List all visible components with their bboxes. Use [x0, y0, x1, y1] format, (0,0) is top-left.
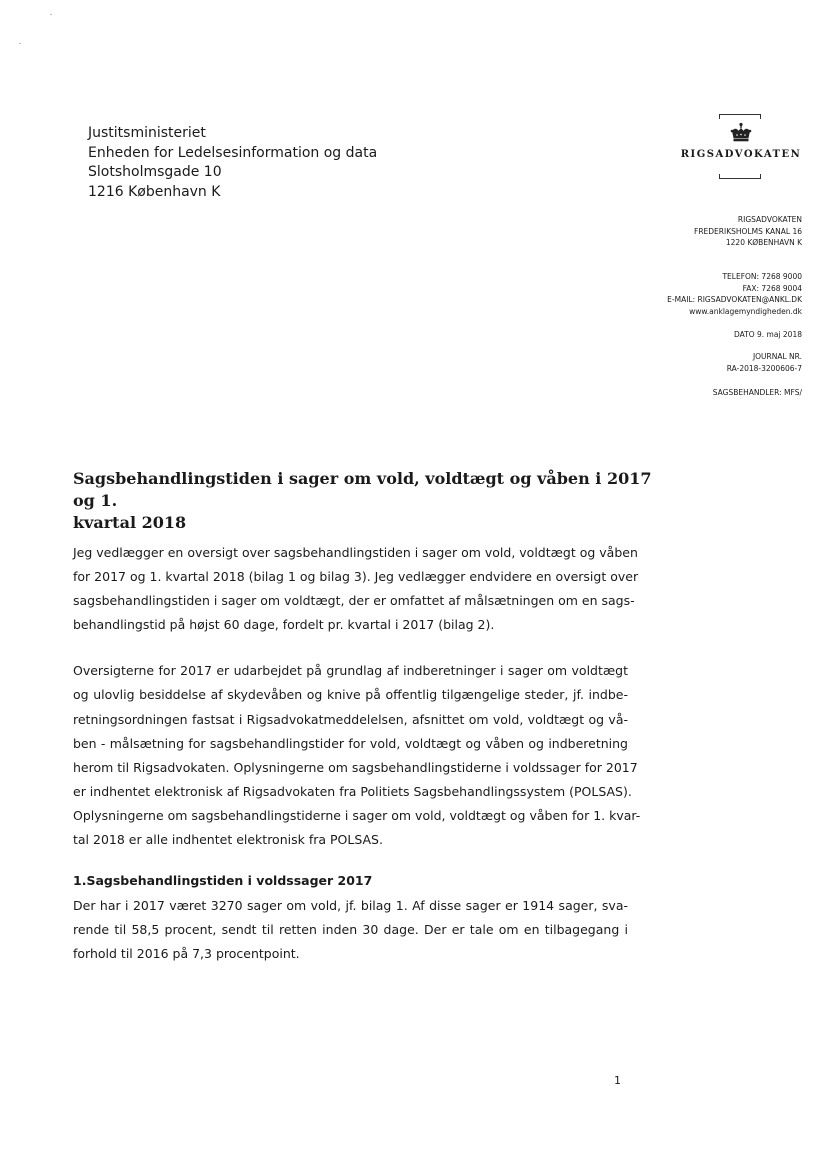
addressee-line: Slotsholmsgade 10 — [88, 164, 222, 180]
paragraph-line: Oversigterne for 2017 er udarbejdet på grundlag af indberetninger i sager om voldtægt — [73, 663, 628, 678]
paragraph-line: for 2017 og 1. kvartal 2018 (bilag 1 og bilag 3). Jeg vedlægger endvidere en oversigt over — [73, 569, 639, 584]
paragraph-line: tal 2018 er alle indhentet elektronisk fra POLSAS. — [73, 832, 383, 847]
sender-phone: TELEFON: 7268 9000 — [722, 272, 802, 281]
sender-address — [694, 214, 802, 249]
sender-email: E-MAIL: RIGSADVOKATEN@ANKL.DK — [667, 295, 802, 304]
addressee-line: 1216 København K — [88, 183, 221, 200]
scan-mark — [19, 43, 21, 44]
paragraph-line: Oplysningerne om sagsbehandlingstiderne i sager om vold, voldtægt og våben for 1. kvar- — [73, 808, 641, 823]
title-line: kvartal 2018 — [73, 513, 187, 532]
sender-name: RIGSADVOKATEN — [737, 215, 802, 224]
logo-wordmark: RIGSADVOKATEN — [680, 149, 802, 160]
document-date: DATO 9. maj 2018 — [733, 330, 802, 339]
paragraph-line: rende til 58,5 procent, sendt til retten inden 30 dage. Der er tale om en tilbagegang i — [73, 922, 628, 937]
addressee-line: Enheden for Ledelsesinformation og data — [88, 144, 378, 161]
journal-number: RA-2018-3200606-7 — [726, 363, 802, 373]
logo-bracket-bottom — [719, 174, 761, 179]
paragraph-line: herom til Rigsadvokaten. Oplysningerne om sagsbehandlingstiderne i voldssager for 2017 — [73, 760, 638, 775]
logo-bracket-top — [719, 114, 761, 119]
journal-label: JOURNAL NR. — [752, 352, 802, 361]
sender-city: 1220 KØBENHAVN K — [725, 238, 802, 247]
paragraph-line: Der har i 2017 været 3270 sager om vold, jf. bilag 1. Af disse sager er 1914 sager, sva- — [73, 898, 628, 913]
addressee-block — [88, 124, 377, 202]
sender-street: FREDERIKSHOLMS KANAL 16 — [694, 226, 802, 236]
sender-fax: FAX: 7268 9004 — [742, 283, 802, 293]
journal-block — [727, 351, 802, 374]
scan-mark — [50, 14, 52, 15]
paragraph-line: retningsordningen fastsat i Rigsadvokatmeddelelsen, afsnittet om vold, voldtægt og vå- — [73, 712, 628, 727]
section-title: 1.Sagsbehandlingstiden i voldssager 2017 — [73, 873, 373, 888]
page-number: 1 — [614, 1074, 621, 1087]
paragraph-line: er indhentet elektronisk af Rigsadvokaten fra Politiets Sagsbehandlingssystem (POLSAS). — [73, 784, 632, 799]
document-title — [73, 468, 653, 534]
paragraph-line: Jeg vedlægger en oversigt over sagsbehandlingstiden i sager om vold, voldtægt og våben — [73, 545, 638, 560]
sender-web: www.anklagemyndigheden.dk — [689, 306, 802, 316]
sender-contact — [667, 271, 802, 317]
crown-icon — [729, 122, 753, 148]
title-line: Sagsbehandlingstiden i sager om vold, voldtægt og våben i 2017 og 1. — [73, 469, 652, 510]
paragraph-line: ben - målsætning for sagsbehandlingstider for vold, voldtægt og våben og indberetning — [73, 736, 628, 751]
paragraph-line: sagsbehandlingstiden i sager om voldtægt, der er omfattet af målsætningen om en sags- — [73, 593, 635, 608]
addressee-line: Justitsministeriet — [88, 125, 206, 141]
paragraph-line: forhold til 2016 på 7,3 procentpoint. — [73, 946, 300, 961]
case-handler: SAGSBEHANDLER: MFS/ — [712, 388, 802, 397]
paragraph-line: behandlingstid på højst 60 dage, fordelt pr. kvartal i 2017 (bilag 2). — [73, 617, 495, 632]
paragraph-line: og ulovlig besiddelse af skydevåben og knive på offentlig tilgængelige steder, jf. indbe- — [73, 687, 628, 702]
